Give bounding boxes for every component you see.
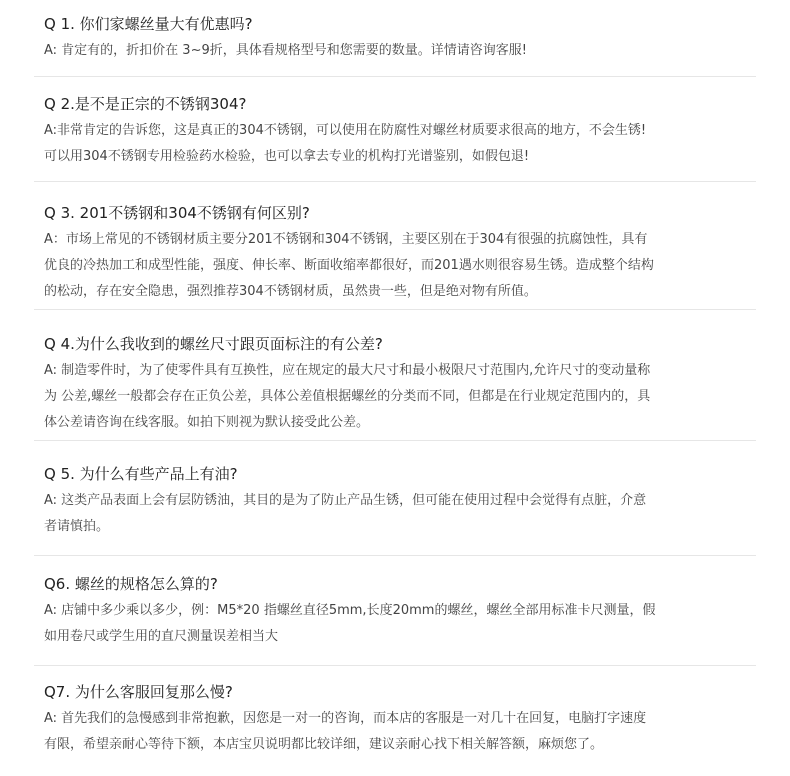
faq-answer-line: 者请慎拍。 — [44, 519, 110, 534]
faq-item-1 — [44, 12, 756, 64]
faq-question: Q7. 为什么客服回复那么慢? — [44, 683, 233, 701]
faq-answer-line: 体公差请咨询在线客服。如拍下则视为默认接受此公差。 — [44, 415, 370, 430]
faq-question: Q 4.为什么我收到的螺丝尺寸跟页面标注的有公差? — [44, 335, 383, 353]
faq-answer-line: A: 制造零件时，为了使零件具有互换性，应在规定的最大尺寸和最小极限尺寸范围内,允许尺寸的变动量称 — [44, 363, 651, 378]
faq-answer-line: A: 店铺中多少乘以多少，例：M5*20 指螺丝直径5mm,长度20mm的螺丝，螺丝全部用标准卡尺测量，假 — [44, 603, 656, 618]
faq-question: Q 3. 201不锈钢和304不锈钢有何区别? — [44, 204, 310, 222]
faq-question: Q 1. 你们家螺丝量大有优惠吗? — [44, 15, 253, 33]
faq-answer-line: 优良的冷热加工和成型性能，强度、伸长率、断面收缩率都很好，而201遇水则很容易生锈。造成整个结构 — [44, 258, 654, 273]
faq-answer-line: A: 首先我们的急慢感到非常抱歉，因您是一对一的咨询，而本店的客服是一对几十在回复，电脑打字速度 — [44, 711, 647, 726]
divider — [34, 309, 756, 310]
faq-item-6 — [44, 572, 756, 650]
faq-question: Q 2.是不是正宗的不锈钢304? — [44, 95, 247, 113]
faq-answer — [44, 706, 756, 758]
faq-item-3 — [44, 201, 756, 305]
faq-answer-line: A:非常肯定的告诉您，这是真正的304不锈钢，可以使用在防腐性对螺丝材质要求很高的地方，不会生锈! — [44, 123, 647, 138]
faq-item-4 — [44, 332, 756, 436]
faq-answer-line: A: 这类产品表面上会有层防锈油，其目的是为了防止产品生锈，但可能在使用过程中会觉得有点脏，介意 — [44, 493, 647, 508]
faq-item-2 — [44, 92, 756, 170]
faq-item-5 — [44, 462, 756, 540]
faq-answer-line: A: 肯定有的，折扣价在 3~9折，具体看规格型号和您需要的数量。详情请咨询客服! — [44, 43, 527, 58]
faq-answer-line: 可以用304不锈钢专用检验药水检验，也可以拿去专业的机构打光谱鉴别，如假包退! — [44, 149, 530, 164]
divider — [34, 665, 756, 666]
faq-answer-line: 如用卷尺或学生用的直尺测量误差相当大 — [44, 629, 279, 644]
divider — [34, 555, 756, 556]
faq-answer-line: 的松动，存在安全隐患，强烈推荐304不锈钢材质，虽然贵一些，但是绝对物有所值。 — [44, 284, 537, 299]
faq-answer — [44, 38, 756, 64]
faq-answer — [44, 598, 756, 650]
faq-answer-line: 有限，希望亲耐心等待下额，本店宝贝说明都比较详细，建议亲耐心找下相关解答额，麻烦您了。 — [44, 737, 604, 752]
faq-answer-line: 为 公差,螺丝一般都会存在正负公差，具体公差值根据螺丝的分类而不同，但都是在行业规定范围内的，具 — [44, 389, 651, 404]
faq-answer-line: A：市场上常见的不锈钢材质主要分201不锈钢和304不锈钢，主要区别在于304有很强的抗腐蚀性，具有 — [44, 232, 648, 247]
faq-question: Q 5. 为什么有些产品上有油? — [44, 465, 238, 483]
faq-answer — [44, 118, 756, 170]
divider — [34, 181, 756, 182]
faq-answer — [44, 227, 756, 305]
faq-answer — [44, 358, 756, 436]
divider — [34, 76, 756, 77]
faq-question: Q6. 螺丝的规格怎么算的? — [44, 575, 218, 593]
faq-item-7 — [44, 680, 756, 758]
faq-answer — [44, 488, 756, 540]
divider — [34, 440, 756, 441]
